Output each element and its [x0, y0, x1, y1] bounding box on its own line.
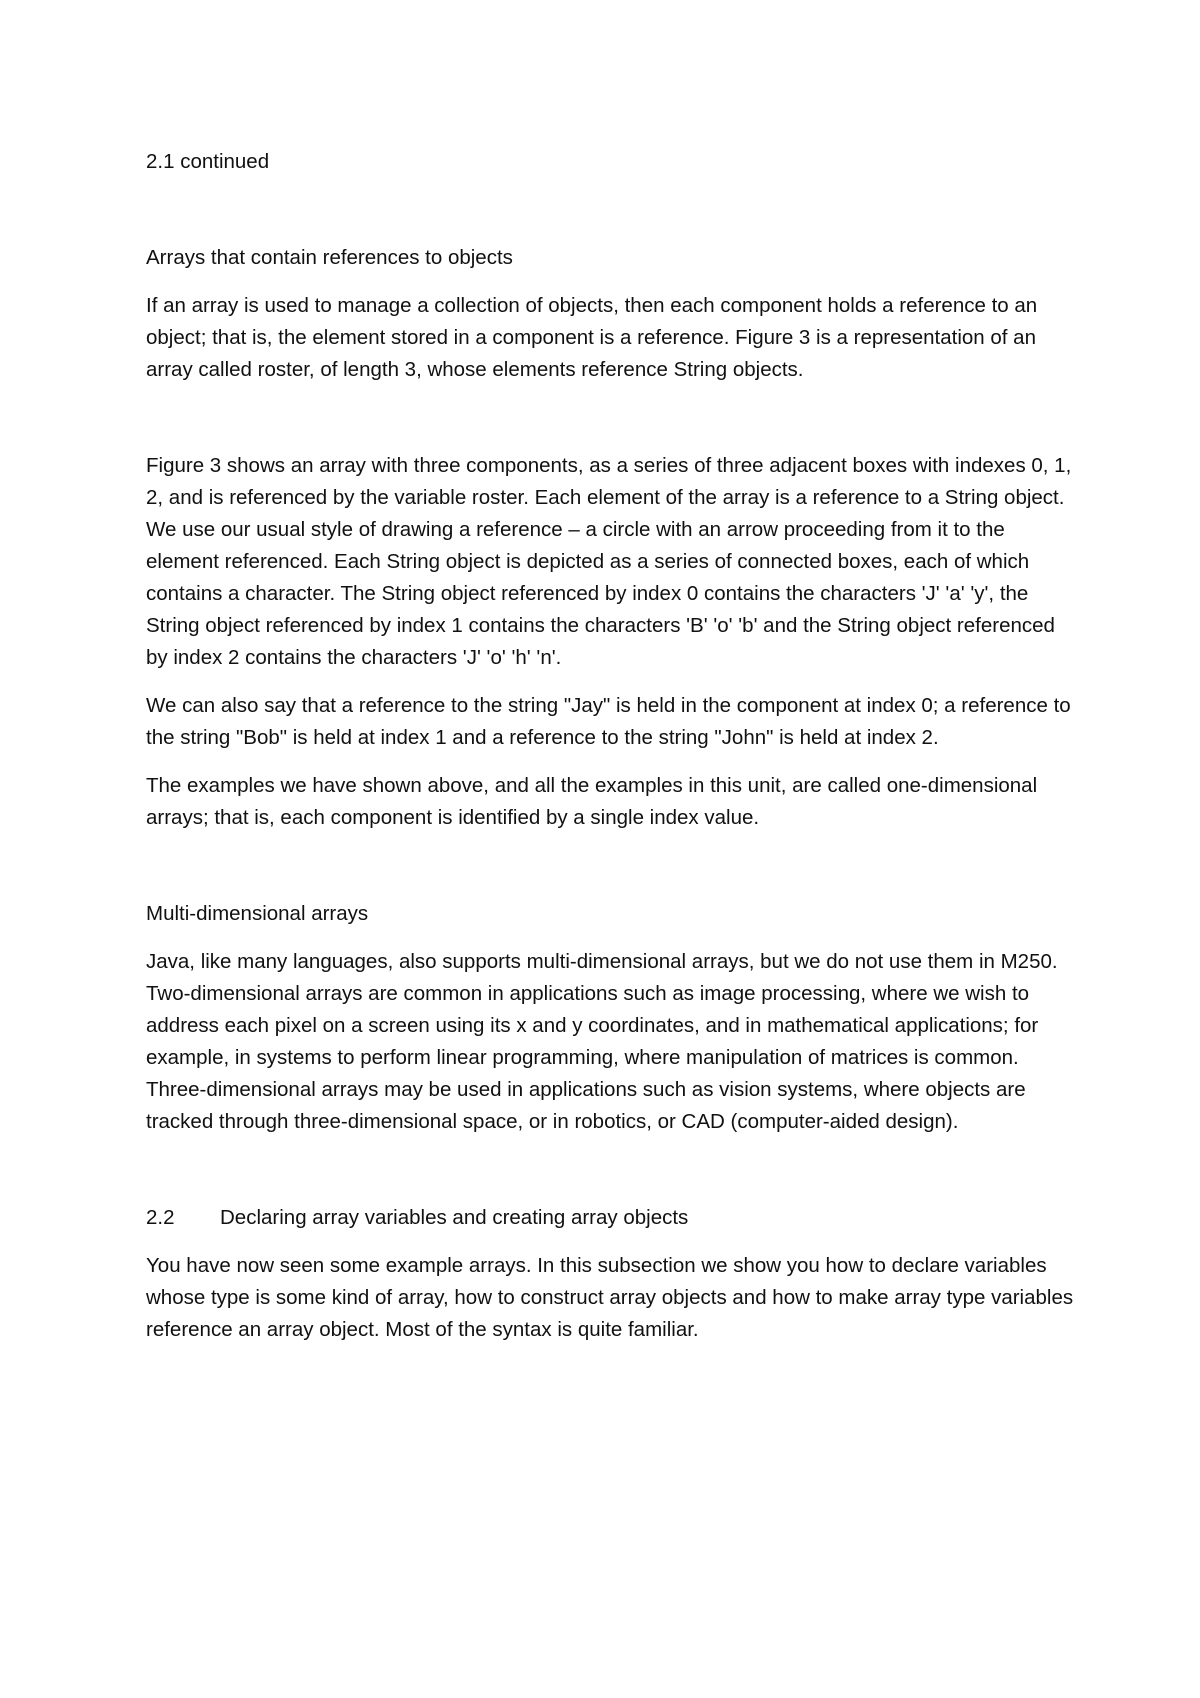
section-title: Declaring array variables and creating array objects [220, 1206, 689, 1229]
declaring-section-heading [146, 1202, 1076, 1234]
objects-paragraph-3: We can also say that a reference to the string "Jay" is held in the component at index 0; a reference to the string "Bob" is held at index 1 and a reference to the string "John" is held at index 2. [146, 694, 1071, 749]
document-content [146, 146, 1076, 1346]
objects-paragraph-1: If an array is used to manage a collection of objects, then each component holds a reference to an object; that is, the element stored in a component is a reference. Figure 3 is a representation of an array called roster, of length 3, whose elements reference String objects. [146, 294, 1038, 381]
multi-section-heading: Multi-dimensional arrays [146, 902, 369, 925]
declaring-paragraph-1: You have now seen some example arrays. In this subsection we show you how to declare variables whose type is some kind of array, how to construct array objects and how to make array type variables reference an array object. Most of the syntax is quite familiar. [146, 1254, 1074, 1341]
objects-section-heading: Arrays that contain references to objects [146, 246, 513, 269]
objects-paragraph-4: The examples we have shown above, and all the examples in this unit, are called one-dimensional arrays; that is, each component is identified by a single index value. [146, 774, 1038, 829]
section-number: 2.2 [146, 1206, 175, 1229]
objects-paragraph-2: Figure 3 shows an array with three components, as a series of three adjacent boxes with indexes 0, 1, 2, and is referenced by the variable roster. Each element of the array is a reference to a String object. We use our usual style of drawing a reference – a circle with an arrow proceeding from it to the element referenced. Each String object is depicted as a series of connected boxes, each of which contains a character. The String object referenced by index 0 contains the characters 'J' 'a' 'y', the String object referenced by index 1 contains the characters 'B' 'o' 'b' and the String object referenced by index 2 contains the characters 'J' 'o' 'h' 'n'. [146, 454, 1072, 669]
multi-paragraph-1: Java, like many languages, also supports multi-dimensional arrays, but we do not use them in M250. Two-dimensional arrays are common in applications such as image processing, where we wish to address each pixel on a screen using its x and y coordinates, and in mathematical applications; for example, in systems to perform linear programming, where manipulation of matrices is common. Three-dimensional arrays may be used in applications such as vision systems, where objects are tracked through three-dimensional space, or in robotics, or CAD (computer-aided design). [146, 950, 1058, 1133]
section-continued-label: 2.1 continued [146, 150, 270, 173]
